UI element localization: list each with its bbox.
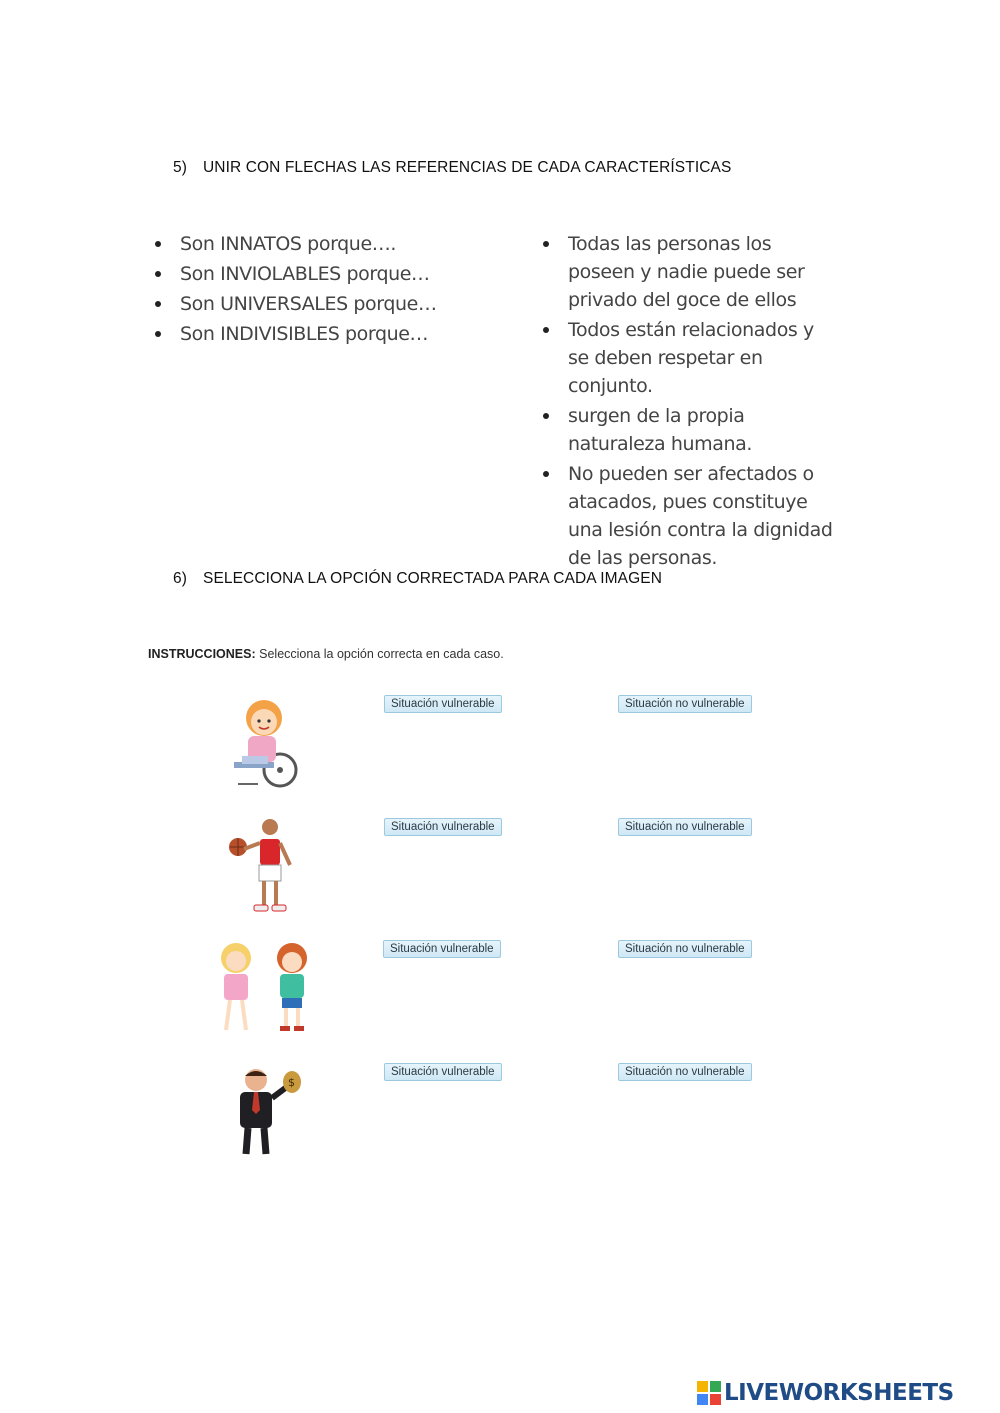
reference-item[interactable]: surgen de la propia naturaleza humana.	[540, 402, 840, 458]
basketball-player-image	[226, 815, 304, 917]
option-vulnerable-1[interactable]: Situación vulnerable	[384, 695, 502, 713]
characteristic-item[interactable]: Son UNIVERSALES porque…	[152, 290, 492, 318]
section-5-number: 5)	[173, 159, 187, 176]
liveworksheets-logo	[697, 1378, 954, 1408]
option-not-vulnerable-1[interactable]: Situación no vulnerable	[618, 695, 752, 713]
businessman-with-money-bag-image	[226, 1064, 306, 1162]
reference-item[interactable]: Todos están relacionados y se deben respetar en conjunto.	[540, 316, 840, 400]
section-5-title: UNIR CON FLECHAS LAS REFERENCIAS DE CADA CARACTERÍSTICAS	[203, 159, 732, 176]
svg-text:$: $	[288, 1076, 295, 1089]
references-list	[540, 230, 840, 574]
option-vulnerable-4[interactable]: Situación vulnerable	[384, 1063, 502, 1081]
reference-item[interactable]: Todas las personas los poseen y nadie puede ser privado del goce de ellos	[540, 230, 840, 314]
characteristic-item[interactable]: Son INVIOLABLES porque…	[152, 260, 492, 288]
reference-item[interactable]: No pueden ser afectados o atacados, pues constituye una lesión contra la dignidad de las personas.	[540, 460, 840, 572]
section-6-number: 6)	[173, 570, 187, 587]
option-vulnerable-3[interactable]: Situación vulnerable	[383, 940, 501, 958]
option-not-vulnerable-4[interactable]: Situación no vulnerable	[618, 1063, 752, 1081]
section-5-heading	[173, 159, 731, 177]
instructions-text: Selecciona la opción correcta en cada caso.	[259, 647, 504, 661]
characteristic-item[interactable]: Son INDIVISIBLES porque…	[152, 320, 492, 348]
characteristics-list	[152, 230, 492, 350]
option-vulnerable-2[interactable]: Situación vulnerable	[384, 818, 502, 836]
instructions-label: INSTRUCCIONES:	[148, 647, 256, 661]
liveworksheets-badge-icon	[697, 1381, 721, 1405]
option-not-vulnerable-2[interactable]: Situación no vulnerable	[618, 818, 752, 836]
two-children-image	[208, 938, 324, 1036]
option-not-vulnerable-3[interactable]: Situación no vulnerable	[618, 940, 752, 958]
child-in-wheelchair-image	[228, 692, 304, 790]
characteristic-item[interactable]: Son INNATOS porque….	[152, 230, 492, 258]
instructions	[148, 647, 504, 661]
brand-text: LIVEWORKSHEETS	[724, 1380, 954, 1406]
section-6-title: SELECCIONA LA OPCIÓN CORRECTADA PARA CADA IMAGEN	[203, 570, 663, 587]
section-6-heading	[173, 570, 662, 588]
